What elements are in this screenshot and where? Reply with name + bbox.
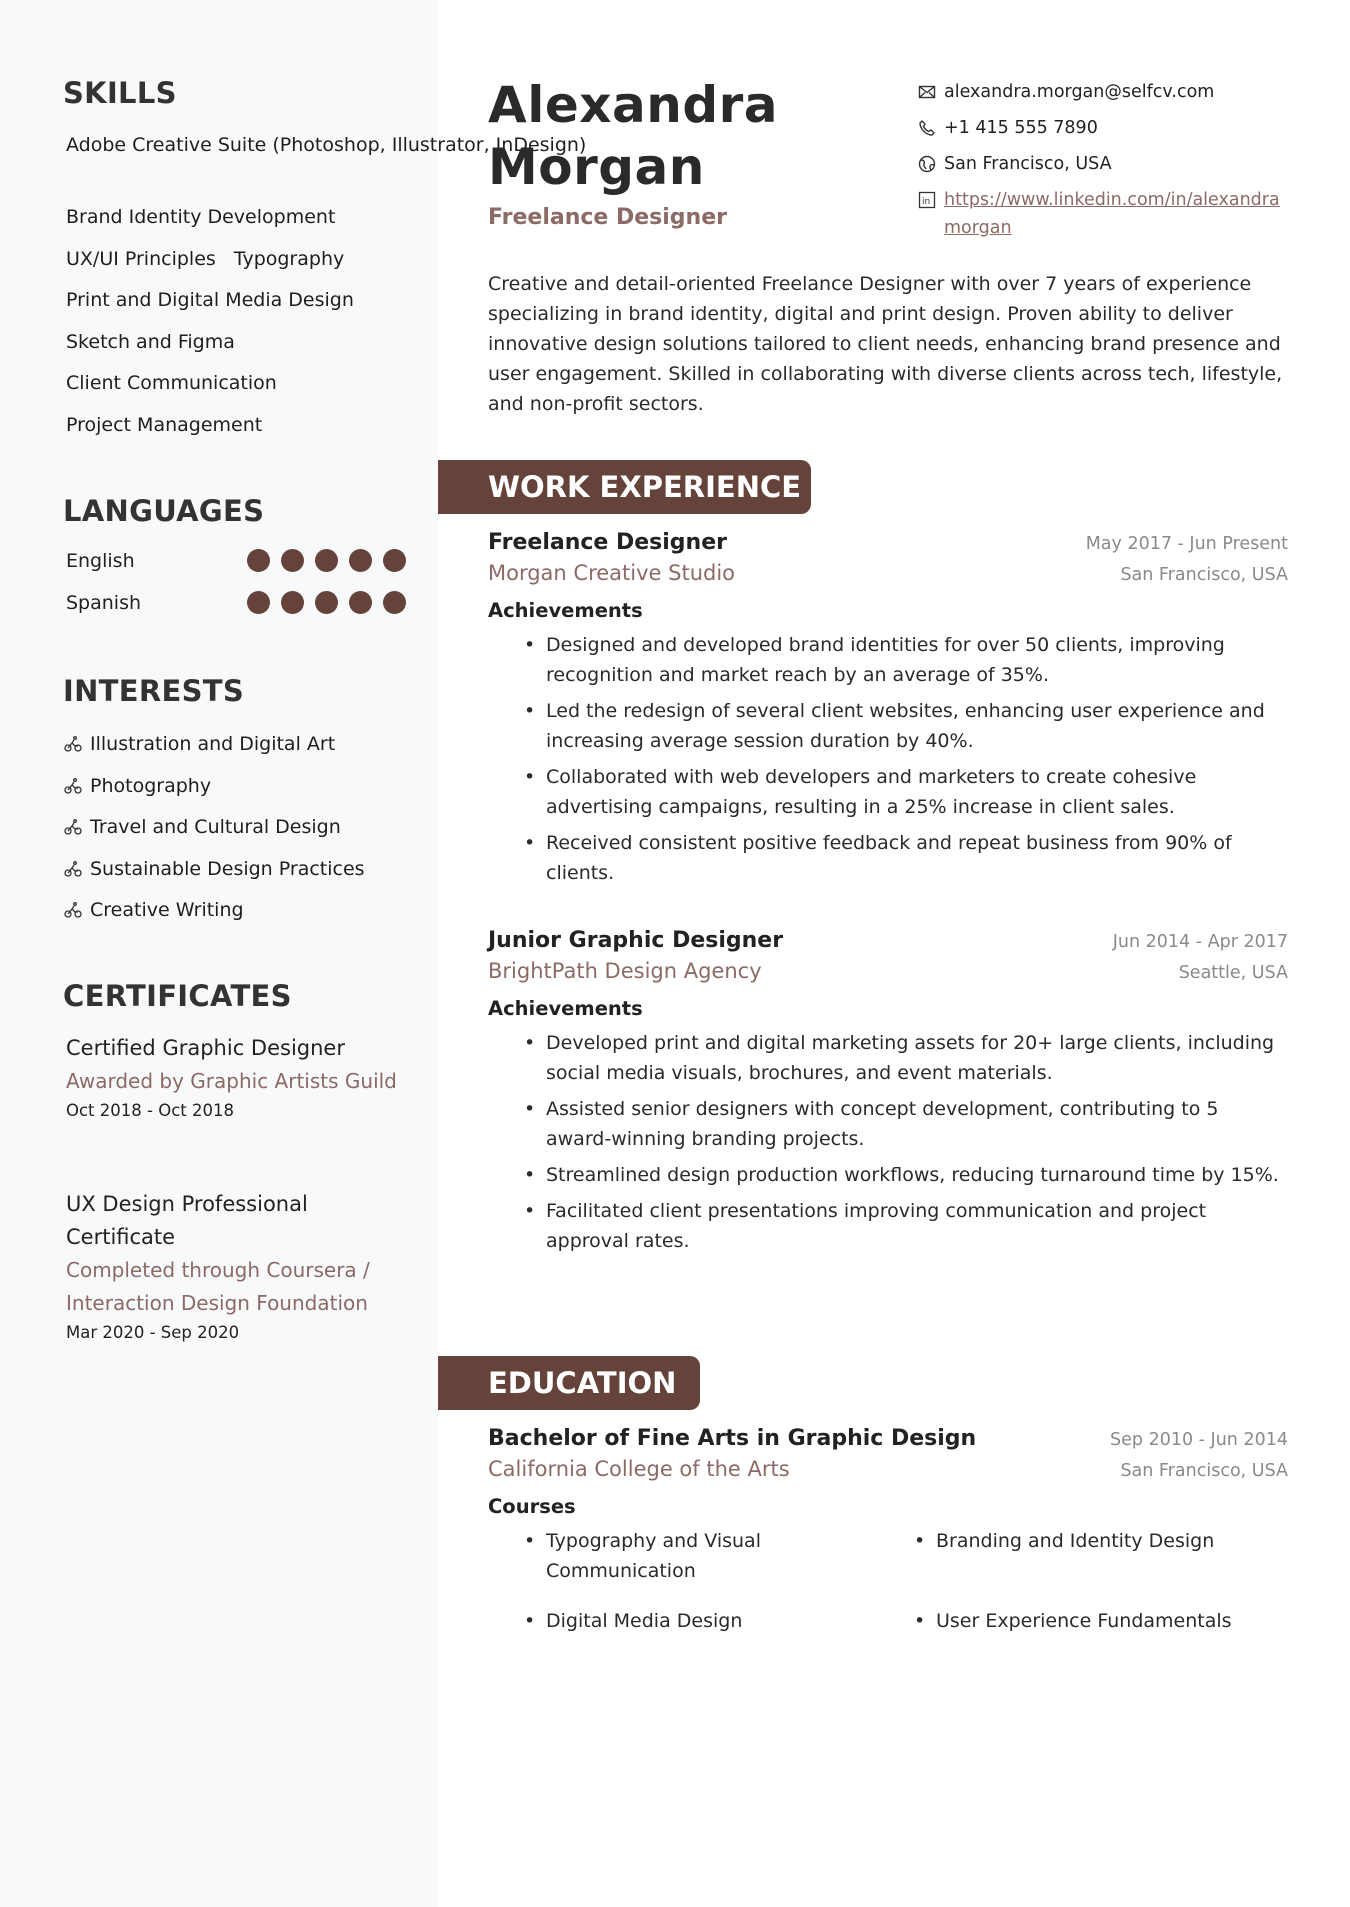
interest-item <box>64 812 365 842</box>
contact-location <box>918 150 1298 186</box>
certificate-issuer: Completed through Coursera / Interaction Design Foundation <box>66 1258 370 1315</box>
language-spanish <box>66 591 406 614</box>
level-dot <box>247 591 270 614</box>
courses-list <box>488 1526 1288 1636</box>
work-experience-heading: WORK EXPERIENCE <box>438 460 811 514</box>
bicycle-icon <box>64 777 82 795</box>
level-dot <box>281 549 304 572</box>
interest-item <box>64 854 365 884</box>
achievement-item: • Designed and developed brand identities for over 50 clients, improving recognition and market reach by an average of 35%. <box>488 630 1288 690</box>
languages-heading: LANGUAGES <box>63 494 265 528</box>
degree: Bachelor of Fine Arts in Graphic Design <box>488 1426 977 1451</box>
job-dates: Jun 2014 - Apr 2017 <box>1112 932 1288 952</box>
candidate-name <box>488 74 778 198</box>
job-role: Freelance Designer <box>488 530 727 555</box>
skill-item: Project Management <box>66 413 263 436</box>
level-dot <box>349 591 372 614</box>
phone-icon <box>918 119 936 137</box>
interest-item <box>64 895 365 925</box>
certificate-title: UX Design Professional Certificate <box>66 1192 308 1249</box>
interests-list <box>64 729 365 937</box>
skill-item: UX/UI Principles <box>66 247 216 270</box>
interest-label: Photography <box>90 774 212 797</box>
interests-heading: INTERESTS <box>63 674 245 708</box>
language-level <box>247 549 406 572</box>
profile-summary: Creative and detail-oriented Freelance Designer with over 7 years of experience specializing in brand identity, digital and print design. Proven ability to deliver innovative design solutions tailored to client needs, enhancing brand presence and user engagement. Skilled in collaborating with diverse clients across tech, lifestyle, and non-profit sectors. <box>488 273 1283 415</box>
first-name: Alexandra <box>488 76 779 134</box>
achievement-item: • Led the redesign of several client websites, enhancing user experience and increasing average session duration by 40%. <box>488 696 1288 756</box>
skills-heading: SKILLS <box>63 76 177 110</box>
language-name: English <box>66 549 135 572</box>
skill-item-row <box>66 244 354 274</box>
interest-label: Creative Writing <box>90 899 244 921</box>
bicycle-icon <box>64 901 82 919</box>
level-dot <box>349 549 372 572</box>
location-text: San Francisco, USA <box>944 154 1112 174</box>
achievements-label: Achievements <box>488 599 643 622</box>
skill-item: Client Communication <box>66 372 277 394</box>
skill-item: Adobe Creative Suite (Photoshop, Illustrator, InDesign) <box>66 134 587 156</box>
certificate-dates: Oct 2018 - Oct 2018 <box>66 1101 234 1120</box>
achievement-item: • Streamlined design production workflows, reducing turnaround time by 15%. <box>488 1160 1288 1190</box>
job-entry <box>488 530 1288 894</box>
svg-text:in: in <box>922 197 931 207</box>
level-dot <box>383 591 406 614</box>
education-location: San Francisco, USA <box>1120 1461 1288 1481</box>
level-dot <box>315 591 338 614</box>
interest-item <box>64 771 365 801</box>
linkedin-link[interactable]: https://www.linkedin.com/in/alexandramorgan <box>944 190 1280 238</box>
achievements-list <box>488 630 1288 888</box>
globe-icon <box>918 155 936 173</box>
bicycle-icon <box>64 735 82 753</box>
job-company: Morgan Creative Studio <box>488 561 736 585</box>
mail-icon <box>918 83 936 101</box>
language-name: Spanish <box>66 591 142 614</box>
interest-label: Illustration and Digital Art <box>90 733 336 755</box>
achievement-item: • Received consistent positive feedback and repeat business from 90% of clients. <box>488 828 1288 888</box>
job-location: Seattle, USA <box>1178 963 1288 983</box>
interest-label: Sustainable Design Practices <box>90 857 365 880</box>
skill-item: Brand Identity Development <box>66 206 336 228</box>
language-level <box>247 591 406 614</box>
level-dot <box>315 549 338 572</box>
job-dates: May 2017 - Jun Present <box>1085 534 1288 554</box>
certificate-issuer: Awarded by Graphic Artists Guild <box>66 1069 397 1093</box>
interest-label: Travel and Cultural Design <box>90 816 341 838</box>
email-text[interactable]: alexandra.morgan@selfcv.com <box>944 82 1215 102</box>
skill-item: Print and Digital Media Design <box>66 289 354 311</box>
education-heading: EDUCATION <box>438 1356 700 1410</box>
certificate-item <box>66 1188 406 1346</box>
course-item: • User Experience Fundamentals <box>878 1606 1268 1636</box>
skill-item: Sketch and Figma <box>66 330 235 353</box>
language-english <box>66 549 406 572</box>
certificate-title: Certified Graphic Designer <box>66 1036 345 1060</box>
course-item: • Typography and Visual Communication <box>488 1526 878 1586</box>
linkedin-icon <box>918 191 936 209</box>
job-location: San Francisco, USA <box>1120 565 1288 585</box>
school: California College of the Arts <box>488 1457 790 1481</box>
contact-email <box>918 78 1298 114</box>
achievement-item: • Developed print and digital marketing assets for 20+ large clients, including social media visuals, brochures, and event materials. <box>488 1028 1288 1088</box>
courses-label: Courses <box>488 1495 576 1518</box>
certificates-heading: CERTIFICATES <box>63 979 292 1013</box>
interest-item <box>64 729 365 759</box>
job-title: Freelance Designer <box>488 205 727 230</box>
job-company: BrightPath Design Agency <box>488 959 762 983</box>
last-name: Morgan <box>488 138 705 196</box>
certificate-dates: Mar 2020 - Sep 2020 <box>66 1323 240 1342</box>
level-dot <box>383 549 406 572</box>
education-entry <box>488 1426 1288 1636</box>
achievements-list <box>488 1028 1288 1256</box>
skills-rest <box>66 202 354 451</box>
achievement-item: • Facilitated client presentations improving communication and project approval rates. <box>488 1196 1288 1256</box>
skill-item: Typography <box>233 247 345 270</box>
achievement-item: • Collaborated with web developers and marketers to create cohesive advertising campaigns, resulting in a 25% increase in client sales. <box>488 762 1288 822</box>
contact-linkedin <box>918 186 1298 242</box>
course-item: • Branding and Identity Design <box>878 1526 1268 1586</box>
contact-info <box>918 78 1298 242</box>
phone-text: +1 415 555 7890 <box>944 118 1098 138</box>
achievements-label: Achievements <box>488 997 643 1020</box>
education-dates: Sep 2010 - Jun 2014 <box>1110 1430 1288 1450</box>
course-item: • Digital Media Design <box>488 1606 878 1636</box>
bicycle-icon <box>64 860 82 878</box>
achievement-item: • Assisted senior designers with concept development, contributing to 5 award-winning branding projects. <box>488 1094 1288 1154</box>
job-entry <box>488 928 1288 1262</box>
level-dot <box>247 549 270 572</box>
level-dot <box>281 591 304 614</box>
certificate-item <box>66 1032 406 1124</box>
bicycle-icon <box>64 818 82 836</box>
job-role: Junior Graphic Designer <box>488 928 784 953</box>
contact-phone <box>918 114 1298 150</box>
